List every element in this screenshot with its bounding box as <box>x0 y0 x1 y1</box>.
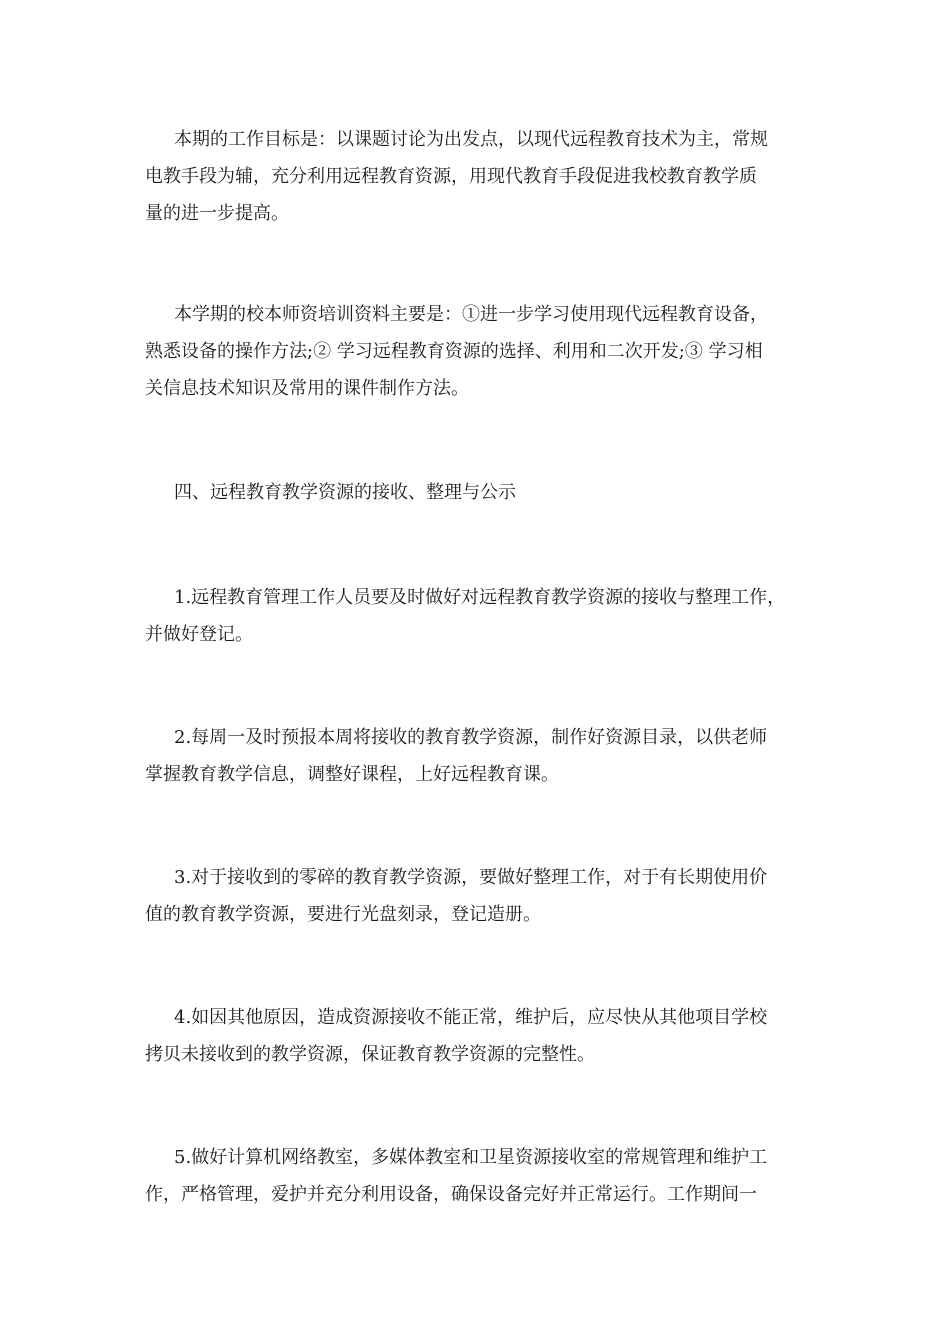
list-item-3 <box>145 859 815 933</box>
text-line: 作，严格管理，爱护并充分利用设备，确保设备完好并正常运行。工作期间一 <box>145 1184 757 1205</box>
text-line: 量的进一步提高。 <box>145 203 289 224</box>
list-item-2 <box>145 719 815 793</box>
paragraph-teacher-training <box>145 296 815 407</box>
list-item-1 <box>145 579 815 653</box>
text-line: 1.远程教育管理工作人员要及时做好对远程教育教学资源的接收与整理工作， <box>174 587 786 608</box>
text-line: 本期的工作目标是：以课题讨论为出发点，以现代远程教育技术为主，常规 <box>174 129 768 150</box>
text-line: 并做好登记。 <box>145 624 253 645</box>
text-line: 掌握教育教学信息，调整好课程，上好远程教育课。 <box>145 764 559 785</box>
text-line: 4.如因其他原因，造成资源接收不能正常，维护后，应尽快从其他项目学校 <box>174 1007 768 1028</box>
text-line: 关信息技术知识及常用的课件制作方法。 <box>145 378 469 399</box>
section-heading-text: 四、远程教育教学资源的接收、整理与公示 <box>174 482 516 503</box>
paragraph-work-goal <box>145 121 815 232</box>
text-line: 电教手段为辅，充分利用远程教育资源，用现代教育手段促进我校教育教学质 <box>145 166 757 187</box>
list-item-4 <box>145 999 815 1073</box>
text-line: 5.做好计算机网络教室，多媒体教室和卫星资源接收室的常规管理和维护工 <box>174 1147 768 1168</box>
text-line: 3.对于接收到的零碎的教育教学资源，要做好整理工作，对于有长期使用价 <box>174 867 768 888</box>
section-heading <box>145 474 815 511</box>
text-line: 值的教育教学资源，要进行光盘刻录，登记造册。 <box>145 904 541 925</box>
text-line: 熟悉设备的操作方法;② 学习远程教育资源的选择、利用和二次开发;③ 学习相 <box>145 341 763 362</box>
text-line: 2.每周一及时预报本周将接收的教育教学资源，制作好资源目录，以供老师 <box>174 727 768 748</box>
list-item-5 <box>145 1139 815 1213</box>
text-line: 本学期的校本师资培训资料主要是：①进一步学习使用现代远程教育设备， <box>174 304 768 325</box>
text-line: 拷贝未接收到的教学资源，保证教育教学资源的完整性。 <box>145 1044 595 1065</box>
